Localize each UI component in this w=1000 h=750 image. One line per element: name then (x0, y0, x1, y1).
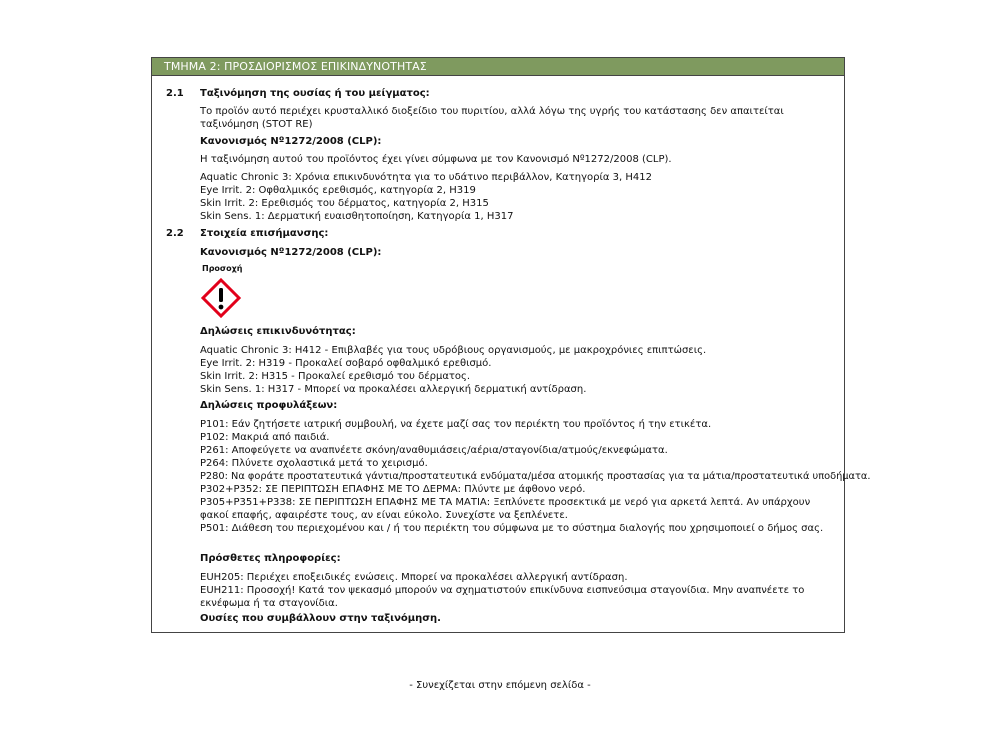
additional-info-item: EUH211: Προσοχή! Κατά τον ψεκασμό μπορούν να σχηματιστούν επικίνδυνα εισπνεύσιμα σταγονίδια. Μην αναπνέετε το εκνέφωμα ή τα σταγονίδια. (200, 585, 805, 609)
precaution-statement: P501: Διάθεση του περιεχομένου και / ή του περιέκτη του σύμφωνα με το σύστημα διαλογής που χρησιμοποιεί ο δήμος σας. (200, 523, 824, 534)
signal-word: Προσοχή (202, 264, 243, 273)
precaution-statement: P280: Να φοράτε προστατευτικά γάντια/προστατευτικά ενδύματα/μέσα ατομικής προστασίας για τα μάτια/προστατευτικά υποδήματα. (200, 471, 871, 482)
class-item: Aquatic Chronic 3: Χρόνια επικινδυνότητα για το υδάτινο περιβάλλον, Κατηγορία 3, H412 (200, 172, 652, 183)
subsection-heading-2-1: Ταξινόμηση της ουσίας ή του μείγματος: (200, 88, 430, 99)
classification-note: Η ταξινόμηση αυτού του προϊόντος έχει γίνει σύμφωνα με τον Κανονισμό Nº1272/2008 (CLP). (200, 154, 672, 165)
precaution-statement: P261: Αποφεύγετε να αναπνέετε σκόνη/αναθυμιάσεις/αέρια/σταγονίδια/ατμούς/εκνεφώματα. (200, 445, 668, 456)
class-item: Eye Irrit. 2: Οφθαλμικός ερεθισμός, κατηγορία 2, H319 (200, 185, 476, 196)
subsection-heading-2-2: Στοιχεία επισήμανσης: (200, 228, 329, 239)
substances-heading: Ουσίες που συμβάλλουν στην ταξινόμηση. (200, 613, 441, 624)
page-footer: - Συνεχίζεται στην επόμενη σελίδα - (409, 680, 591, 691)
hazard-statement: Eye Irrit. 2: H319 - Προκαλεί σοβαρό οφθαλμικό ερεθισμό. (200, 358, 492, 369)
subsection-number-2-2: 2.2 (166, 228, 184, 239)
section-header: ΤΜΗΜΑ 2: ΠΡΟΣΔΙΟΡΙΣΜΟΣ ΕΠΙΚΙΝΔΥΝΟΤΗΤΑΣ (152, 58, 844, 76)
hazard-statement: Skin Irrit. 2: H315 - Προκαλεί ερεθισμό του δέρματος. (200, 371, 471, 382)
precaution-statement: P302+P352: ΣΕ ΠΕΡΙΠΤΩΣΗ ΕΠΑΦΗΣ ΜΕ ΤΟ ΔΕΡΜΑ: Πλύντε με άφθονο νερό. (200, 484, 586, 495)
ghs07-exclamation-icon (201, 278, 241, 318)
precaution-heading: Δηλώσεις προφυλάξεων: (200, 400, 338, 411)
precaution-statement: P102: Μακριά από παιδιά. (200, 432, 330, 443)
hazard-statement: Skin Sens. 1: H317 - Μπορεί να προκαλέσει αλλεργική δερματική αντίδραση. (200, 384, 587, 395)
regulation-heading-2: Κανονισμός Nº1272/2008 (CLP): (200, 247, 382, 258)
hazard-statement: Aquatic Chronic 3: H412 - Επιβλαβές για τους υδρόβιους οργανισμούς, με μακροχρόνιες επιπτώσεις. (200, 345, 707, 356)
class-item: Skin Irrit. 2: Ερεθισμός του δέρματος, κατηγορία 2, H315 (200, 198, 489, 209)
intro-text: Το προϊόν αυτό περιέχει κρυσταλλικό διοξείδιο του πυριτίου, αλλά λόγω της υγρής του κατάστασης δεν απαιτείται ταξινόμηση (STOT RE) (200, 106, 784, 130)
subsection-number-2-1: 2.1 (166, 88, 184, 99)
precaution-statement: P264: Πλύνετε σχολαστικά μετά το χειρισμό. (200, 458, 428, 469)
regulation-heading-1: Κανονισμός Nº1272/2008 (CLP): (200, 136, 382, 147)
precaution-statement: P305+P351+P338: ΣΕ ΠΕΡΙΠΤΩΣΗ ΕΠΑΦΗΣ ΜΕ ΤΑ ΜΑΤΙΑ: Ξεπλύνετε προσεκτικά με νερό για αρκετά λεπτά. Αν υπάρχουν φακοί επαφής, αφαιρέστε τους, αν είναι εύκολο. Συνεχίστε να ξεπλένετε. (200, 497, 811, 521)
hazard-heading: Δηλώσεις επικινδυνότητας: (200, 326, 356, 337)
class-item: Skin Sens. 1: Δερματική ευαισθητοποίηση, Κατηγορία 1, H317 (200, 211, 514, 222)
precaution-statement: P101: Εάν ζητήσετε ιατρική συμβουλή, να έχετε μαζί σας τον περιέκτη του προϊόντος ή την ετικέτα. (200, 419, 712, 430)
additional-info-heading: Πρόσθετες πληροφορίες: (200, 553, 341, 564)
additional-info-item: EUH205: Περιέχει εποξειδικές ενώσεις. Μπορεί να προκαλέσει αλλεργική αντίδραση. (200, 572, 628, 583)
